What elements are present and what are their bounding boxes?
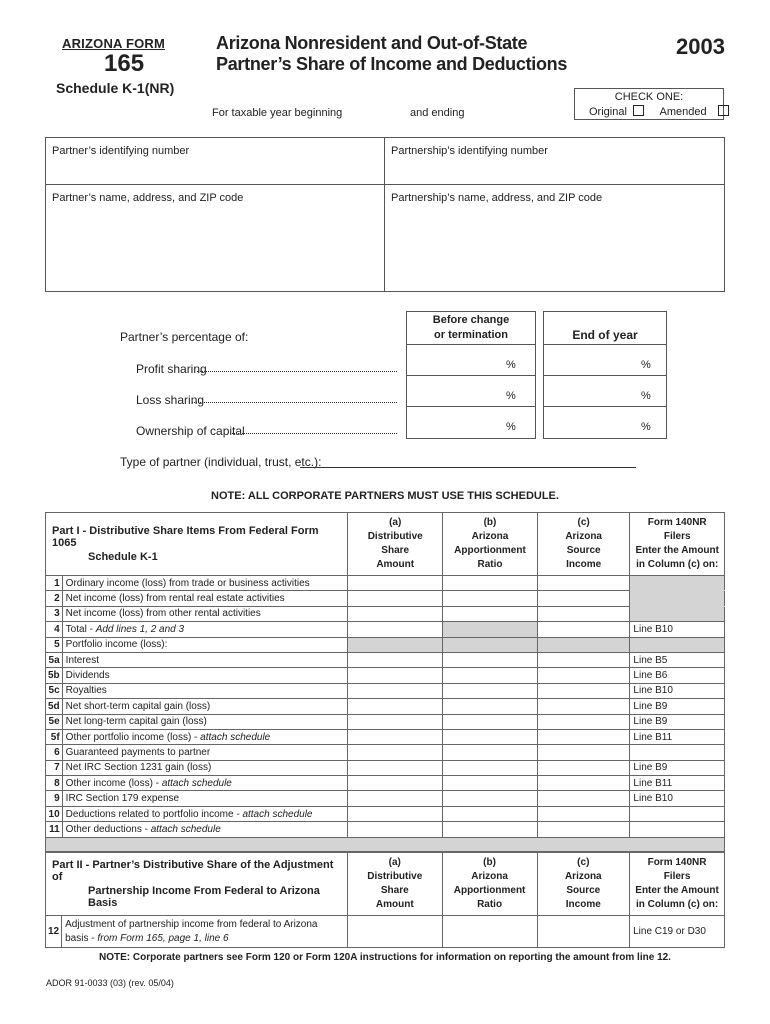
line-description: IRC Section 179 expense — [62, 791, 348, 806]
line-ref: Line B10 — [630, 791, 725, 806]
line-8-col-c[interactable] — [537, 776, 630, 791]
line-number: 1 — [46, 576, 63, 591]
line-ref — [630, 637, 725, 652]
line-9-col-b[interactable] — [443, 791, 538, 806]
part2-col-b-header: (b) Arizona Apportionment Ratio — [442, 853, 537, 916]
end-of-year-header: End of year — [572, 328, 638, 342]
line-description: Guaranteed payments to partner — [62, 745, 348, 760]
table-row — [46, 591, 725, 606]
line-ref: Line B6 — [630, 668, 725, 683]
line-number: 5c — [46, 683, 63, 698]
partnership-id-field[interactable] — [385, 158, 724, 184]
partner-name-label: Partner’s name, address, and ZIP code — [52, 192, 244, 204]
loss-before-field[interactable]: % — [506, 390, 516, 402]
line-5-col-b — [443, 637, 538, 652]
line-description: Net short-term capital gain (loss) — [62, 699, 348, 714]
line-number: 5 — [46, 637, 63, 652]
line-5c-col-c[interactable] — [537, 683, 630, 698]
ownership-capital-label: Ownership of capital — [136, 424, 245, 438]
check-one-label: CHECK ONE: — [614, 91, 684, 103]
table-row — [46, 714, 725, 729]
partner-id-field[interactable] — [46, 158, 384, 184]
partner-info-box — [45, 137, 725, 292]
tax-year-beginning-label: For taxable year beginning — [212, 107, 343, 119]
line-5f-col-b[interactable] — [443, 729, 538, 744]
profit-sharing-label: Profit sharing — [136, 362, 207, 376]
line-ref: Line B11 — [630, 729, 725, 744]
line-description: Interest — [62, 652, 348, 667]
check-one-box — [574, 88, 724, 120]
line-6-col-c[interactable] — [537, 745, 630, 760]
line-4-col-c[interactable] — [537, 622, 630, 637]
line-number: 4 — [46, 622, 63, 637]
line-ref: Line B9 — [630, 714, 725, 729]
line-5a-col-b[interactable] — [443, 652, 538, 667]
line-5c-col-a[interactable] — [348, 683, 443, 698]
line-11-col-c[interactable] — [537, 822, 630, 837]
line-5-col-c — [537, 637, 630, 652]
line-number: 5d — [46, 699, 63, 714]
line-3-col-c[interactable] — [537, 606, 630, 621]
line-5f-col-c[interactable] — [537, 729, 630, 744]
line-description: Other portfolio income (loss) - attach schedule — [62, 729, 348, 744]
line-5d-col-b[interactable] — [443, 699, 538, 714]
line-2-col-c[interactable] — [537, 591, 630, 606]
col-b-header: (b) Arizona Apportionment Ratio — [443, 513, 538, 576]
line-5-col-a — [348, 637, 443, 652]
original-label: Original — [589, 106, 627, 118]
line-5b-col-c[interactable] — [537, 668, 630, 683]
table-row — [46, 637, 725, 652]
line-ref — [630, 606, 725, 621]
line-1-col-a[interactable] — [348, 576, 443, 591]
line-description: Net income (loss) from rental real estate activities — [62, 591, 348, 606]
line12-ref: Line C19 or D30 — [630, 916, 725, 948]
line-4-col-b — [443, 622, 538, 637]
table-row — [46, 699, 725, 714]
line-5b-col-a[interactable] — [348, 668, 443, 683]
line-description: Other deductions - attach schedule — [62, 822, 348, 837]
form140nr-header: Form 140NR Filers Enter the Amount in Column (c) on: — [630, 513, 725, 576]
line-description: Royalties — [62, 683, 348, 698]
line-4-col-a[interactable] — [348, 622, 443, 637]
table-row-12 — [46, 916, 725, 948]
line-description: Ordinary income (loss) from trade or business activities — [62, 576, 348, 591]
form-title-line1: Arizona Nonresident and Out-of-State — [216, 33, 528, 53]
col-a-header: (a) Distributive Share Amount — [348, 513, 443, 576]
line-11-col-b[interactable] — [443, 822, 538, 837]
tax-year: 2003 — [676, 34, 725, 59]
partnership-id-label: Partnership’s identifying number — [391, 145, 548, 157]
part2-table — [45, 852, 725, 948]
line-description: Net IRC Section 1231 gain (loss) — [62, 760, 348, 775]
partnership-name-field[interactable] — [385, 185, 724, 291]
line-number: 12 — [46, 916, 62, 948]
line-ref — [630, 591, 725, 606]
partnership-name-label: Partnership’s name, address, and ZIP code — [391, 192, 603, 204]
amended-checkbox[interactable] — [718, 105, 729, 116]
line-1-col-b[interactable] — [443, 576, 538, 591]
partner-id-label: Partner’s identifying number — [52, 145, 190, 157]
form-number: 165 — [104, 50, 145, 77]
schedule-name: Schedule K-1(NR) — [56, 80, 175, 96]
line-number: 2 — [46, 591, 63, 606]
line-8-col-a[interactable] — [348, 776, 443, 791]
line-ref: Line B10 — [630, 622, 725, 637]
table-row — [46, 606, 725, 621]
line-description: Net long-term capital gain (loss) — [62, 714, 348, 729]
line-number: 5a — [46, 652, 63, 667]
line-10-col-b[interactable] — [443, 806, 538, 821]
line-5f-col-a[interactable] — [348, 729, 443, 744]
line-ref: Line B11 — [630, 776, 725, 791]
line-3-col-a[interactable] — [348, 606, 443, 621]
line-5b-col-b[interactable] — [443, 668, 538, 683]
part2-title: Part II - Partner’s Distributive Share of the Adjustment of Partnership Income From Federal to Arizona Basis — [46, 853, 348, 916]
line-ref — [630, 576, 725, 591]
partner-percentage-label: Partner’s percentage of: — [120, 330, 249, 344]
line-ref — [630, 806, 725, 821]
line-description: Dividends — [62, 668, 348, 683]
line-number: 5b — [46, 668, 63, 683]
line12-col-c[interactable] — [537, 916, 630, 948]
line-description: Total - Add lines 1, 2 and 3 — [62, 622, 348, 637]
line-7-col-b[interactable] — [443, 760, 538, 775]
line-5d-col-a[interactable] — [348, 699, 443, 714]
line-number: 3 — [46, 606, 63, 621]
tax-year-ending-label: and ending — [410, 107, 465, 119]
type-of-partner-label: Type of partner (individual, trust, etc.): — [120, 455, 322, 469]
line-description: Deductions related to portfolio income - attach schedule — [62, 806, 348, 821]
line-number: 8 — [46, 776, 63, 791]
part2-form140nr-header: Form 140NR Filers Enter the Amount in Column (c) on: — [630, 853, 725, 916]
ownership-before-field[interactable]: % — [506, 421, 516, 433]
col-c-header: (c) Arizona Source Income — [537, 513, 630, 576]
line-ref: Line B5 — [630, 652, 725, 667]
corporate-note: NOTE: ALL CORPORATE PARTNERS MUST USE THIS SCHEDULE. — [211, 490, 559, 502]
table-row — [46, 668, 725, 683]
line-number: 6 — [46, 745, 63, 760]
loss-sharing-label: Loss sharing — [136, 393, 205, 407]
line-8-col-b[interactable] — [443, 776, 538, 791]
form-id: ADOR 91-0033 (03) (rev. 05/04) — [46, 978, 174, 988]
ownership-end-field[interactable]: % — [641, 421, 651, 433]
line-2-col-a[interactable] — [348, 591, 443, 606]
line-number: 5f — [46, 729, 63, 744]
table-row — [46, 776, 725, 791]
table-row — [46, 622, 725, 637]
line-9-col-c[interactable] — [537, 791, 630, 806]
line-description: Net income (loss) from other rental activities — [62, 606, 348, 621]
line-11-col-a[interactable] — [348, 822, 443, 837]
line-2-col-b[interactable] — [443, 591, 538, 606]
line-5a-col-c[interactable] — [537, 652, 630, 667]
table-row — [46, 652, 725, 667]
line-number: 11 — [46, 822, 63, 837]
line-description: Other income (loss) - attach schedule — [62, 776, 348, 791]
table-row — [46, 806, 725, 821]
table-row — [46, 683, 725, 698]
line-6-col-b[interactable] — [443, 745, 538, 760]
line-7-col-c[interactable] — [537, 760, 630, 775]
line12-col-b[interactable] — [442, 916, 537, 948]
line-7-col-a[interactable] — [348, 760, 443, 775]
partner-name-field[interactable] — [46, 185, 384, 291]
table-row — [46, 760, 725, 775]
line-6-col-a[interactable] — [348, 745, 443, 760]
line-1-col-c[interactable] — [537, 576, 630, 591]
table-row — [46, 822, 725, 837]
amended-label: Amended — [659, 106, 707, 118]
line-5e-col-a[interactable] — [348, 714, 443, 729]
profit-before-field[interactable]: % — [506, 359, 516, 371]
line-9-col-a[interactable] — [348, 791, 443, 806]
profit-end-field[interactable]: % — [641, 359, 651, 371]
line-5e-col-b[interactable] — [443, 714, 538, 729]
line-number: 10 — [46, 806, 63, 821]
line-5c-col-b[interactable] — [443, 683, 538, 698]
type-of-partner-field[interactable] — [300, 467, 636, 468]
part1-separator — [46, 837, 725, 851]
table-row — [46, 729, 725, 744]
part2-col-c-header: (c) Arizona Source Income — [537, 853, 630, 916]
line-description: Adjustment of partnership income from federal to Arizona basis - from Form 165, page 1, line 6 — [62, 916, 348, 948]
line-ref: Line B9 — [630, 699, 725, 714]
line-5e-col-c[interactable] — [537, 714, 630, 729]
line-5a-col-a[interactable] — [348, 652, 443, 667]
line-ref — [630, 745, 725, 760]
form-label: ARIZONA FORM — [62, 36, 166, 51]
line-10-col-a[interactable] — [348, 806, 443, 821]
line-5d-col-c[interactable] — [537, 699, 630, 714]
part2-col-a-header: (a) Distributive Share Amount — [347, 853, 442, 916]
footer-note: NOTE: Corporate partners see Form 120 or Form 120A instructions for information on reporting the amount from line 12. — [99, 952, 671, 963]
line-3-col-b[interactable] — [443, 606, 538, 621]
line-ref: Line B10 — [630, 683, 725, 698]
part1-table — [45, 512, 725, 852]
line-number: 5e — [46, 714, 63, 729]
or-termination-header: or termination — [434, 329, 508, 341]
line-number: 7 — [46, 760, 63, 775]
original-checkbox[interactable] — [633, 105, 644, 116]
line-number: 9 — [46, 791, 63, 806]
loss-end-field[interactable]: % — [641, 390, 651, 402]
form-title-line2: Partner’s Share of Income and Deductions — [216, 54, 568, 74]
table-row — [46, 576, 725, 591]
part1-title: Part I - Distributive Share Items From Federal Form 1065 Schedule K-1 — [46, 513, 348, 576]
table-row — [46, 745, 725, 760]
line-10-col-c[interactable] — [537, 806, 630, 821]
line-ref — [630, 822, 725, 837]
line-ref: Line B9 — [630, 760, 725, 775]
table-row — [46, 791, 725, 806]
before-change-header: Before change — [432, 314, 510, 326]
line12-col-a[interactable] — [347, 916, 442, 948]
line-description: Portfolio income (loss): — [62, 637, 348, 652]
